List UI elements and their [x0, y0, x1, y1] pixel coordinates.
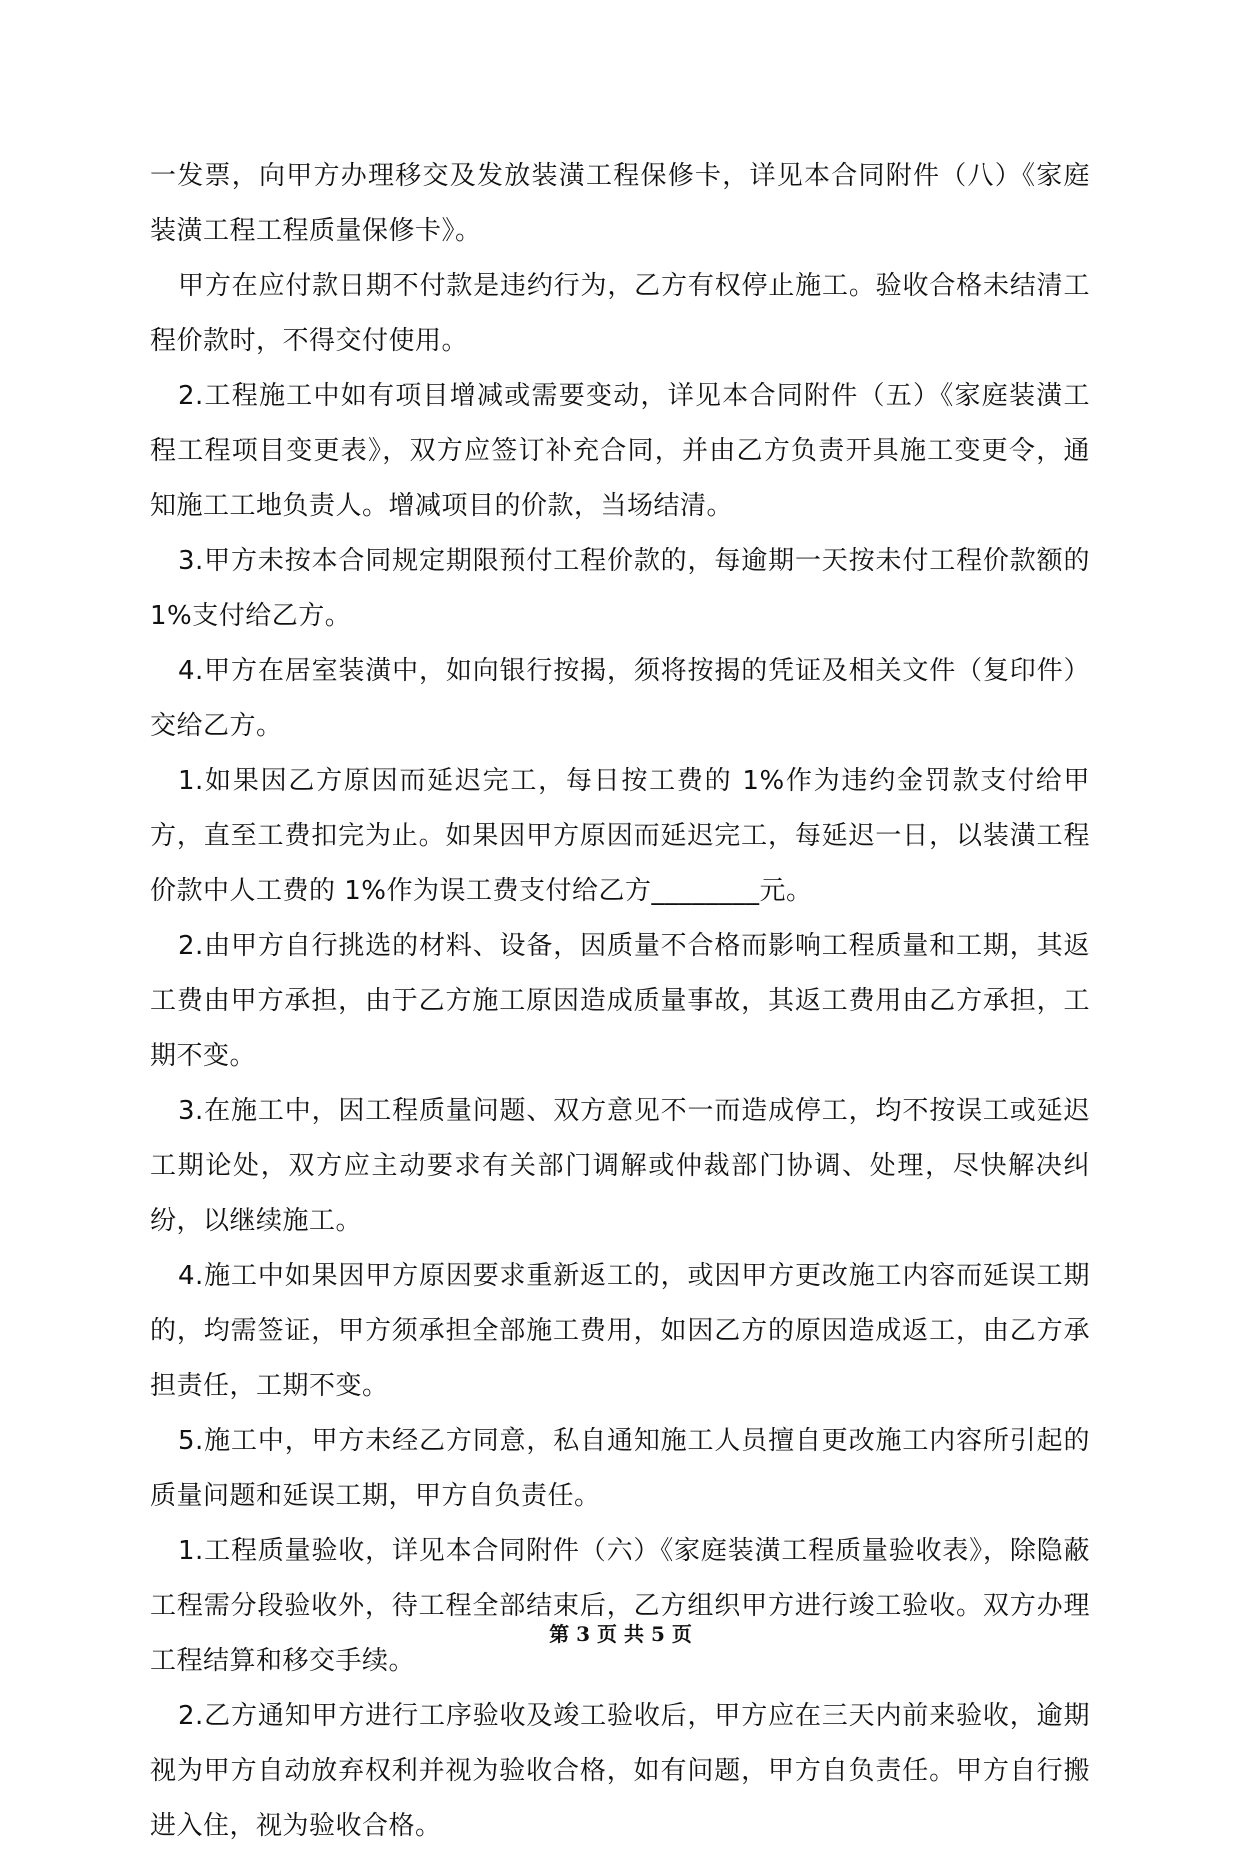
paragraph: 甲方在应付款日期不付款是违约行为，乙方有权停止施工。验收合格未结清工程价款时，不得交付使用。 [150, 271, 1090, 356]
page-number-footer: 第 3 页 共 5 页 [549, 1622, 692, 1646]
paragraph: 3.在施工中，因工程质量问题、双方意见不一而造成停工，均不按误工或延迟工期论处，双方应主动要求有关部门调解或仲裁部门协调、处理，尽快解决纠纷，以继续施工。 [150, 1096, 1090, 1236]
paragraph: 2.乙方通知甲方进行工序验收及竣工验收后，甲方应在三天内前来验收，逾期视为甲方自动放弃权利并视为验收合格，如有问题，甲方自负责任。甲方自行搬进入住，视为验收合格。 [150, 1701, 1090, 1841]
paragraph: 4.施工中如果因甲方原因要求重新返工的，或因甲方更改施工内容而延误工期的，均需签证，甲方须承担全部施工费用，如因乙方的原因造成返工，由乙方承担责任，工期不变。 [150, 1261, 1090, 1401]
paragraph: 一发票，向甲方办理移交及发放装潢工程保修卡，详见本合同附件（八）《家庭装潢工程工程质量保修卡》。 [150, 161, 1090, 246]
document-body [150, 149, 1090, 1854]
paragraph: 1.如果因乙方原因而延迟完工，每日按工费的 1%作为违约金罚款支付给甲方，直至工费扣完为止。如果因甲方原因而延迟完工，每延迟一日，以装潢工程价款中人工费的 1%作为误工费支付给乙方________元。 [150, 766, 1090, 906]
paragraph: 3.甲方未按本合同规定期限预付工程价款的，每逾期一天按未付工程价款额的 1%支付给乙方。 [150, 546, 1090, 631]
paragraph: 2.工程施工中如有项目增减或需要变动，详见本合同附件（五）《家庭装潢工程工程项目变更表》，双方应签订补充合同，并由乙方负责开具施工变更令，通知施工工地负责人。增减项目的价款，当场结清。 [150, 381, 1090, 521]
paragraph: 5.施工中，甲方未经乙方同意，私自通知施工人员擅自更改施工内容所引起的质量问题和延误工期，甲方自负责任。 [150, 1426, 1090, 1511]
paragraph: 1.工程质量验收，详见本合同附件（六）《家庭装潢工程质量验收表》，除隐蔽工程需分段验收外，待工程全部结束后，乙方组织甲方进行竣工验收。双方办理工程结算和移交手续。 [150, 1536, 1090, 1676]
paragraph: 2.由甲方自行挑选的材料、设备，因质量不合格而影响工程质量和工期，其返工费由甲方承担，由于乙方施工原因造成质量事故，其返工费用由乙方承担，工期不变。 [150, 931, 1090, 1071]
paragraph: 4.甲方在居室装潢中，如向银行按揭，须将按揭的凭证及相关文件（复印件）交给乙方。 [150, 656, 1090, 741]
